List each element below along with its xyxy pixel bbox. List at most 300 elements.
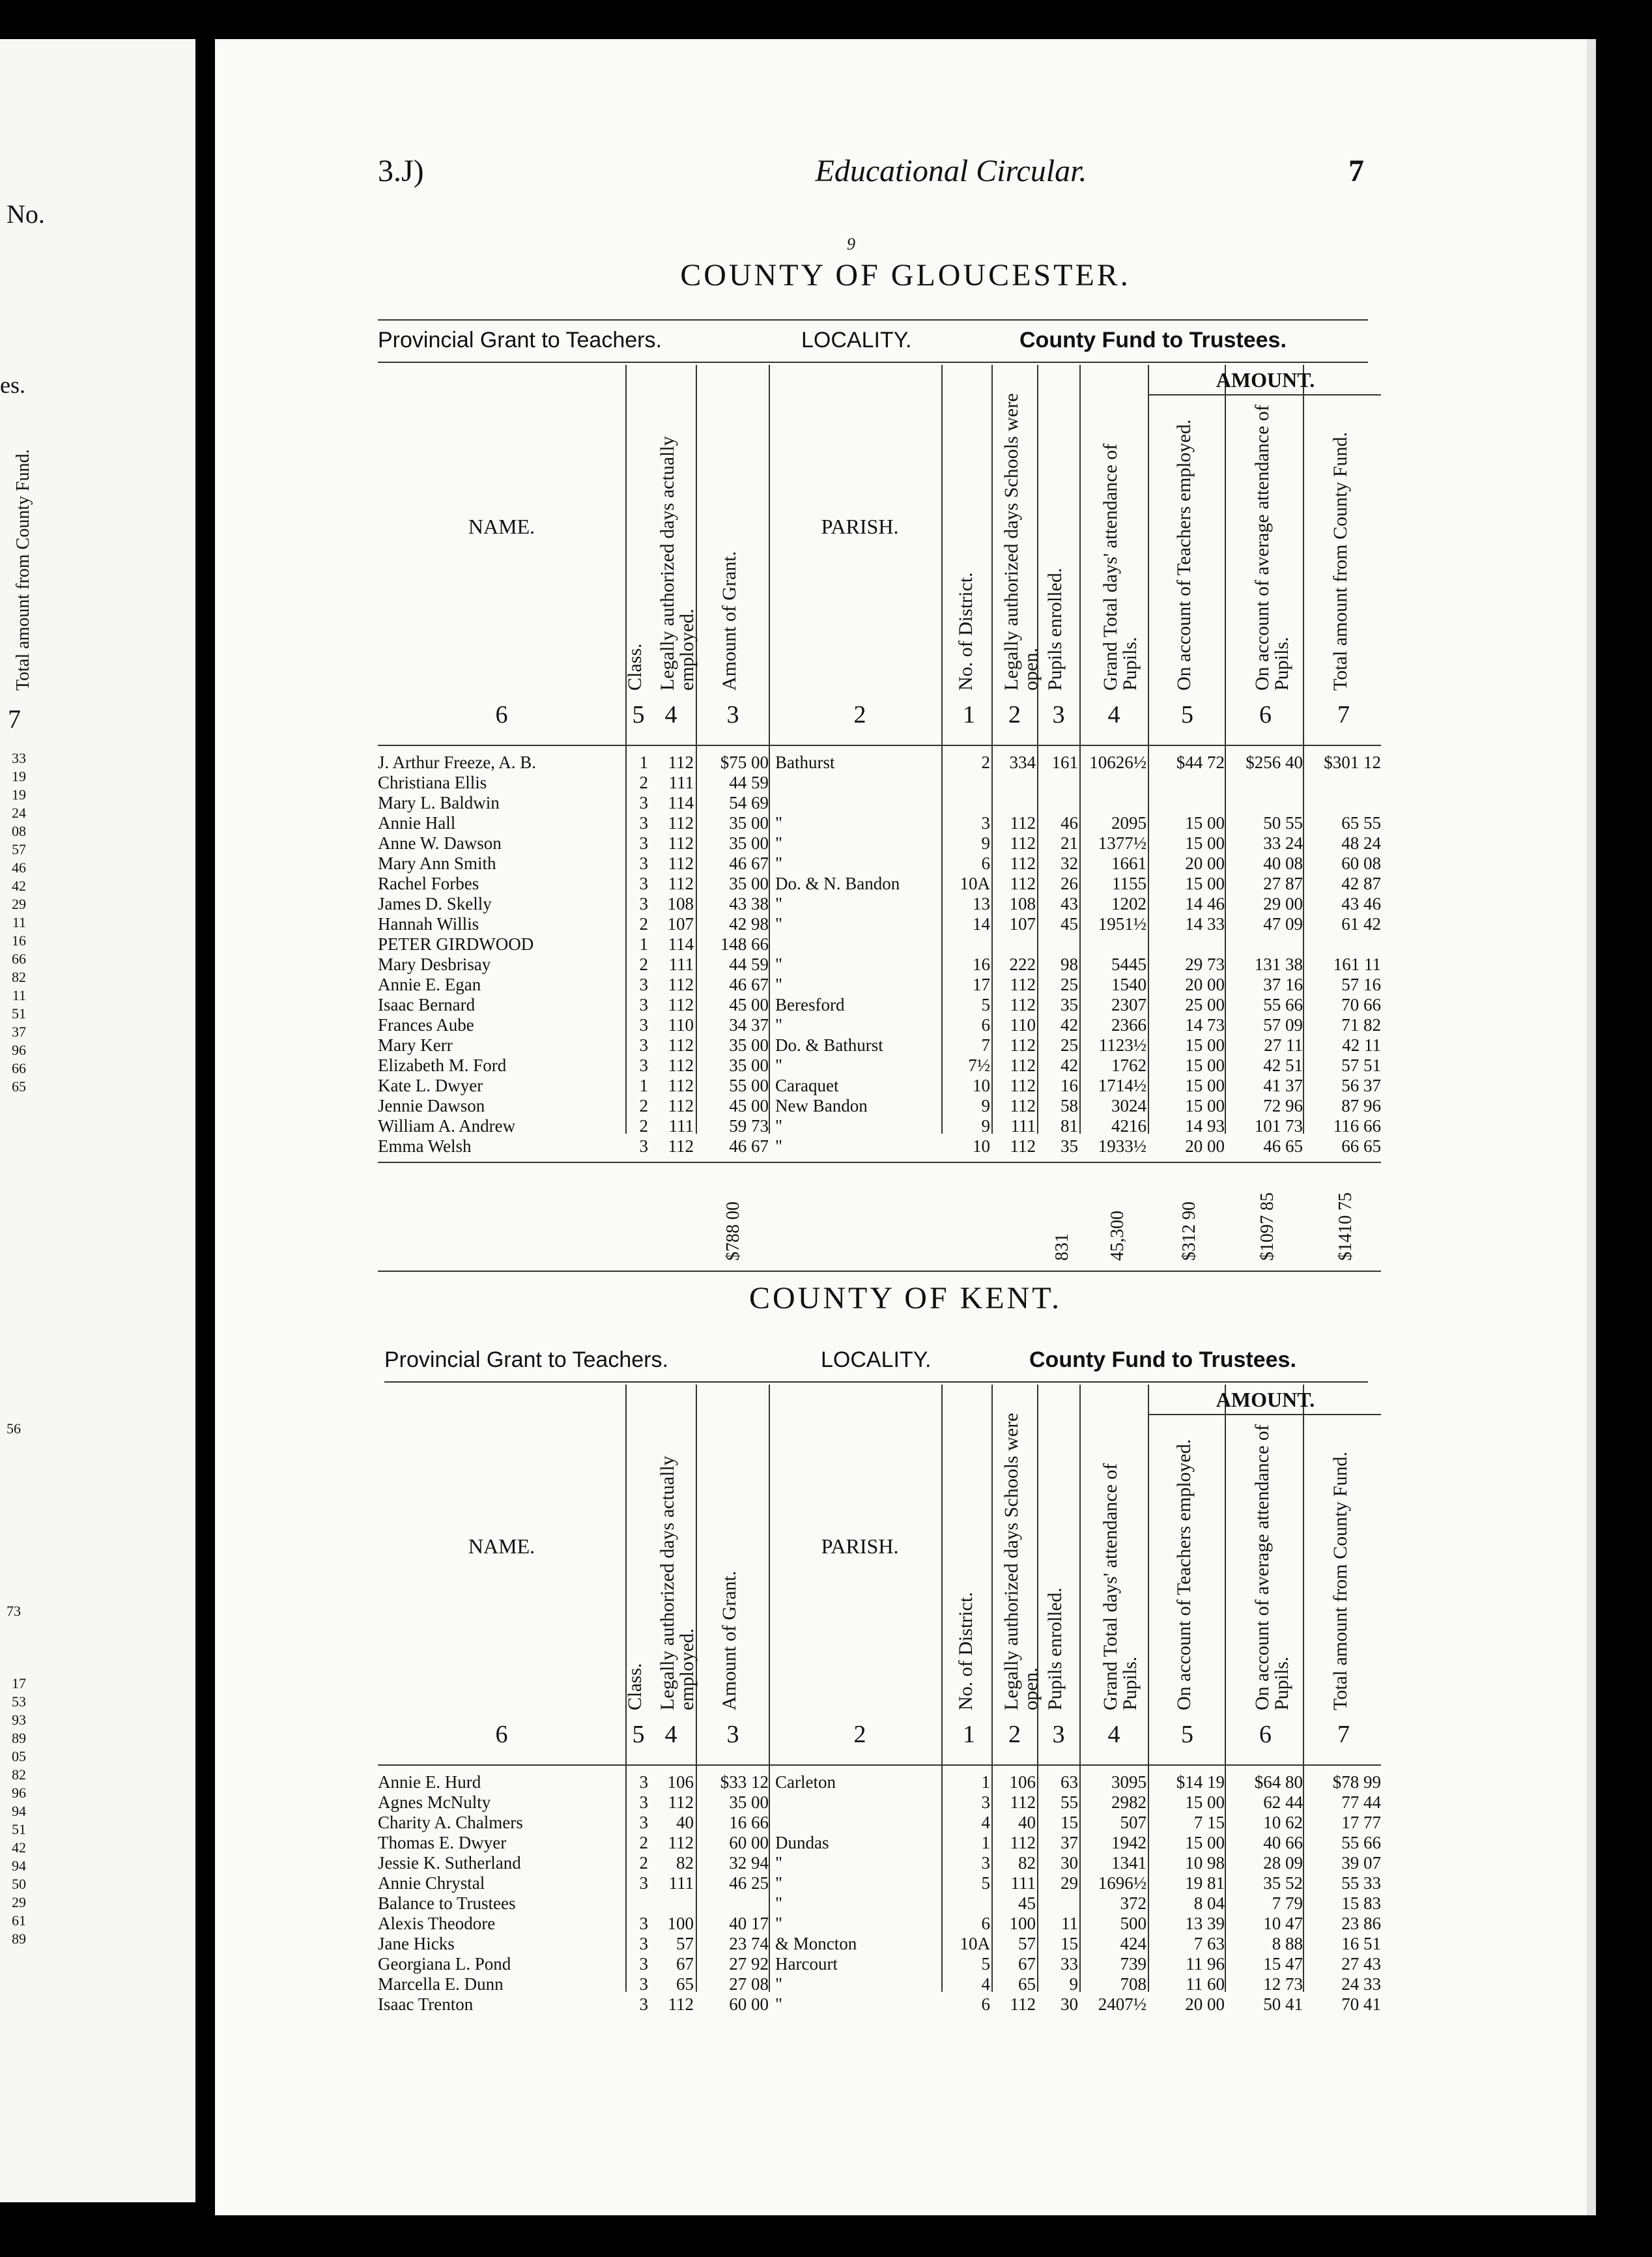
table-cell: 3 bbox=[639, 1954, 648, 1974]
header-district: No. of District. bbox=[954, 572, 976, 691]
table-cell: 148 66 bbox=[720, 934, 769, 954]
table-cell: 50 41 bbox=[1263, 1994, 1303, 2014]
table-cell: 100 bbox=[1009, 1914, 1036, 1933]
left-amount: 24 bbox=[12, 805, 26, 821]
table-cell: Annie Hall bbox=[378, 813, 456, 833]
table-cell: 112 bbox=[1010, 1136, 1036, 1156]
rule bbox=[384, 1381, 1368, 1383]
left-amount: 93 bbox=[12, 1712, 26, 1728]
county-gloucester-title: COUNTY OF GLOUCESTER. bbox=[680, 258, 1131, 293]
table-cell: 44 59 bbox=[729, 773, 769, 792]
table-cell: 6 bbox=[981, 1994, 990, 2014]
table-cell: Christiana Ellis bbox=[378, 773, 487, 792]
header-total: Total amount from County Fund. bbox=[1329, 1451, 1351, 1710]
table-cell: 57 51 bbox=[1341, 1056, 1381, 1075]
table-cell: 106 bbox=[1009, 1772, 1036, 1792]
table-cell: 424 bbox=[1120, 1934, 1146, 1953]
table-cell: 55 33 bbox=[1341, 1873, 1381, 1893]
table-cell: New Bandon bbox=[775, 1096, 868, 1115]
table-cell: Mary L. Baldwin bbox=[378, 793, 500, 812]
table-cell: 57 bbox=[676, 1934, 694, 1953]
table-cell: 4 bbox=[981, 1974, 990, 1994]
table-cell: 1 bbox=[639, 1076, 648, 1095]
table-cell: 739 bbox=[1120, 1954, 1146, 1974]
column-rule bbox=[991, 1385, 993, 1992]
header-parish: PARISH. bbox=[821, 1534, 899, 1558]
table-cell: " bbox=[775, 1974, 783, 1994]
header-name: NAME. bbox=[468, 1534, 535, 1558]
table-cell: 57 09 bbox=[1263, 1015, 1303, 1035]
table-cell: Agnes McNulty bbox=[378, 1792, 491, 1812]
left-amount: 50 bbox=[12, 1876, 26, 1892]
table-cell: 41 37 bbox=[1263, 1076, 1303, 1095]
table-cell: 1540 bbox=[1111, 975, 1146, 994]
table-cell: 6 bbox=[981, 1914, 990, 1933]
total-pupils: 831 bbox=[1052, 1233, 1072, 1261]
total-days: 45,300 bbox=[1107, 1211, 1128, 1261]
amount-label: AMOUNT. bbox=[1216, 1388, 1315, 1411]
table-cell: 107 bbox=[667, 914, 694, 934]
column-number: 2 bbox=[853, 701, 866, 728]
table-cell: 27 87 bbox=[1263, 874, 1303, 893]
header-pupils: Pupils enrolled. bbox=[1044, 1587, 1066, 1710]
table-cell: 82 bbox=[676, 1853, 694, 1873]
table-cell: 16 bbox=[1061, 1076, 1078, 1095]
table-cell: 112 bbox=[668, 874, 694, 893]
table-cell: 3 bbox=[639, 1994, 648, 2014]
left-amount: 66 bbox=[12, 1060, 26, 1076]
column-rule bbox=[769, 365, 770, 1134]
table-cell: 2 bbox=[639, 773, 648, 792]
table-cell: Georgiana L. Pond bbox=[378, 1954, 511, 1974]
table-cell: Jessie K. Sutherland bbox=[378, 1853, 521, 1873]
table-cell: 10A bbox=[960, 874, 990, 893]
table-cell: Carleton bbox=[775, 1772, 836, 1792]
table-cell: 2 bbox=[639, 1853, 648, 1873]
table-cell: 3 bbox=[639, 894, 648, 913]
table-cell: Anne W. Dawson bbox=[378, 833, 502, 853]
table-cell: $64 80 bbox=[1254, 1772, 1303, 1792]
table-cell: 3024 bbox=[1111, 1096, 1146, 1115]
table-cell: 3 bbox=[639, 1914, 648, 1933]
table-cell: 106 bbox=[667, 1772, 694, 1792]
table-cell: Do. & Bathurst bbox=[775, 1035, 883, 1055]
table-cell: 15 47 bbox=[1263, 1954, 1303, 1974]
table-cell: 112 bbox=[668, 1994, 694, 2014]
table-cell: Beresford bbox=[775, 995, 845, 1014]
table-cell: 29 00 bbox=[1263, 894, 1303, 913]
table-cell: 7 63 bbox=[1193, 1934, 1225, 1953]
table-cell: 27 08 bbox=[729, 1974, 769, 1994]
table-cell: 14 93 bbox=[1185, 1116, 1225, 1136]
left-label-no: No. bbox=[7, 199, 45, 229]
left-amount: 19 bbox=[12, 786, 26, 803]
table-cell: 11 bbox=[1061, 1914, 1078, 1933]
left-amount: 94 bbox=[12, 1858, 26, 1874]
table-cell: 131 38 bbox=[1254, 955, 1303, 974]
table-cell: 13 39 bbox=[1185, 1914, 1225, 1933]
left-misc-56: 56 bbox=[7, 1420, 21, 1437]
table-cell: 5 bbox=[981, 1954, 990, 1974]
table-cell: 15 00 bbox=[1185, 1096, 1225, 1115]
table-cell: 112 bbox=[668, 975, 694, 994]
header-attendance: On account of average attendance of Pupils. bbox=[1251, 405, 1292, 691]
header-name: NAME. bbox=[468, 515, 535, 538]
table-cell: 1377½ bbox=[1098, 833, 1146, 853]
table-cell: $256 40 bbox=[1246, 753, 1303, 772]
table-cell: 9 bbox=[981, 1116, 990, 1136]
table-cell: 20 00 bbox=[1185, 975, 1225, 994]
table-cell: 55 00 bbox=[729, 1076, 769, 1095]
header-left: 3.J) bbox=[378, 154, 424, 188]
table-cell: 708 bbox=[1120, 1974, 1146, 1994]
table-cell: " bbox=[775, 1873, 783, 1893]
table-cell: 10 47 bbox=[1263, 1914, 1303, 1933]
table-cell: 3095 bbox=[1111, 1772, 1146, 1792]
amount-label: AMOUNT. bbox=[1216, 368, 1315, 392]
table-cell: 70 66 bbox=[1341, 995, 1381, 1014]
table-cell: 15 00 bbox=[1185, 1035, 1225, 1055]
table-cell: " bbox=[775, 914, 783, 934]
column-number: 5 bbox=[632, 1721, 645, 1748]
left-amount: 57 bbox=[12, 841, 26, 857]
table-cell: 67 bbox=[1018, 1954, 1036, 1974]
table-cell: " bbox=[775, 1853, 783, 1873]
table-cell: 15 00 bbox=[1185, 1792, 1225, 1812]
table-cell: 1 bbox=[981, 1833, 990, 1852]
table-cell: 24 33 bbox=[1341, 1974, 1381, 1994]
table-cell: 14 bbox=[973, 914, 990, 934]
table-cell: 5 bbox=[981, 995, 990, 1014]
table-cell: 29 bbox=[1061, 1873, 1078, 1893]
table-cell: 50 55 bbox=[1263, 813, 1303, 833]
column-rule bbox=[1225, 365, 1226, 1134]
column-number: 2 bbox=[853, 1721, 866, 1748]
table-cell: 65 55 bbox=[1341, 813, 1381, 833]
table-cell: " bbox=[775, 894, 783, 913]
rule bbox=[378, 1271, 1381, 1272]
table-cell: Jennie Dawson bbox=[378, 1096, 485, 1115]
table-cell: 23 86 bbox=[1341, 1914, 1381, 1933]
table-cell: " bbox=[775, 833, 783, 853]
table-cell: 3 bbox=[639, 874, 648, 893]
table-cell: 7 15 bbox=[1193, 1813, 1225, 1832]
table-cell: 56 37 bbox=[1341, 1076, 1381, 1095]
table-cell: 16 51 bbox=[1341, 1934, 1381, 1953]
left-amount: 29 bbox=[12, 1894, 26, 1910]
column-number: 2 bbox=[1008, 1721, 1021, 1748]
table-cell: 9 bbox=[981, 1096, 990, 1115]
left-col-header: Total amount from County Fund. bbox=[13, 449, 33, 691]
table-cell: 46 67 bbox=[729, 854, 769, 873]
table-cell: 3 bbox=[639, 1873, 648, 1893]
table-cell: 81 bbox=[1061, 1116, 1078, 1136]
total-grant: $788 00 bbox=[723, 1201, 743, 1261]
table-cell: 101 73 bbox=[1254, 1116, 1303, 1136]
table-cell: Marcella E. Dunn bbox=[378, 1974, 504, 1994]
table-cell: 60 00 bbox=[729, 1994, 769, 2014]
table-cell: 35 00 bbox=[729, 1035, 769, 1055]
table-cell: 112 bbox=[1010, 995, 1036, 1014]
table-cell: 15 83 bbox=[1341, 1893, 1381, 1913]
total-total: $1410 75 bbox=[1335, 1192, 1356, 1261]
table-cell: 111 bbox=[668, 773, 694, 792]
table-cell: 107 bbox=[1009, 914, 1036, 934]
table-cell: 1696½ bbox=[1098, 1873, 1146, 1893]
column-rule bbox=[1303, 365, 1304, 1134]
table-cell: $78 99 bbox=[1332, 1772, 1381, 1792]
table-cell: 65 bbox=[676, 1974, 694, 1994]
table-cell: 55 66 bbox=[1263, 995, 1303, 1014]
column-rule bbox=[1079, 365, 1081, 1134]
table-cell: 100 bbox=[667, 1914, 694, 1933]
column-number: 3 bbox=[1052, 701, 1065, 728]
table-cell: Do. & N. Bandon bbox=[775, 874, 900, 893]
section-locality: LOCALITY. bbox=[821, 1347, 932, 1372]
table-cell: 55 66 bbox=[1341, 1833, 1381, 1852]
table-cell: 35 00 bbox=[729, 1792, 769, 1812]
table-cell: 39 07 bbox=[1341, 1853, 1381, 1873]
table-cell: William A. Andrew bbox=[378, 1116, 516, 1136]
table-cell: 35 00 bbox=[729, 813, 769, 833]
table-cell: 111 bbox=[668, 1116, 694, 1136]
table-cell: 1933½ bbox=[1098, 1136, 1146, 1156]
table-cell: $301 12 bbox=[1324, 753, 1381, 772]
section-county: County Fund to Trustees. bbox=[1029, 1347, 1296, 1372]
table-cell: 43 38 bbox=[729, 894, 769, 913]
table-cell: 29 73 bbox=[1185, 955, 1225, 974]
table-cell: " bbox=[775, 975, 783, 994]
section-provincial: Provincial Grant to Teachers. bbox=[384, 1347, 668, 1372]
table-cell: Annie Chrystal bbox=[378, 1873, 485, 1893]
left-misc-73: 73 bbox=[7, 1603, 21, 1619]
table-cell: 42 98 bbox=[729, 914, 769, 934]
table-cell: 30 bbox=[1061, 1994, 1078, 2014]
table-cell: 46 bbox=[1061, 813, 1078, 833]
table-cell: 2 bbox=[981, 753, 990, 772]
table-cell: 27 11 bbox=[1264, 1035, 1303, 1055]
table-cell: 1 bbox=[639, 753, 648, 772]
table-cell: 98 bbox=[1061, 955, 1078, 974]
column-number: 5 bbox=[632, 701, 645, 728]
table-cell: 161 11 bbox=[1333, 955, 1381, 974]
table-cell: 16 66 bbox=[729, 1813, 769, 1832]
column-number: 4 bbox=[1107, 701, 1120, 728]
table-cell: 3 bbox=[639, 1136, 648, 1156]
table-cell: 35 52 bbox=[1263, 1873, 1303, 1893]
table-cell: Elizabeth M. Ford bbox=[378, 1056, 507, 1075]
table-cell: 112 bbox=[668, 1056, 694, 1075]
left-amount: 51 bbox=[12, 1821, 26, 1837]
left-amount: 89 bbox=[12, 1931, 26, 1947]
table-cell: 16 bbox=[973, 955, 990, 974]
left-amount: 82 bbox=[12, 969, 26, 985]
table-cell: 62 44 bbox=[1263, 1792, 1303, 1812]
table-cell: 10 62 bbox=[1263, 1813, 1303, 1832]
table-cell: 15 00 bbox=[1185, 874, 1225, 893]
table-cell: 40 17 bbox=[729, 1914, 769, 1933]
column-number: 5 bbox=[1181, 1721, 1193, 1748]
table-cell: 3 bbox=[981, 1792, 990, 1812]
table-cell: & Moncton bbox=[775, 1934, 857, 1953]
left-amount: 89 bbox=[12, 1730, 26, 1746]
table-cell: 1762 bbox=[1111, 1056, 1146, 1075]
table-cell: $44 72 bbox=[1176, 753, 1225, 772]
header-amount-grant: Amount of Grant. bbox=[719, 551, 740, 691]
header-grand-total: Grand Total days' attendance of Pupils. bbox=[1100, 443, 1141, 691]
table-cell: 42 11 bbox=[1342, 1035, 1381, 1055]
table-cell: 334 bbox=[1009, 753, 1036, 772]
table-cell: 112 bbox=[668, 1136, 694, 1156]
table-cell: 10 98 bbox=[1185, 1853, 1225, 1873]
table-cell: 3 bbox=[639, 833, 648, 853]
table-cell: 46 67 bbox=[729, 975, 769, 994]
table-cell: 27 92 bbox=[729, 1954, 769, 1974]
table-cell: 112 bbox=[668, 1035, 694, 1055]
table-cell: 8 88 bbox=[1272, 1934, 1303, 1953]
table-cell: 32 bbox=[1061, 854, 1078, 873]
table-cell: 35 bbox=[1061, 995, 1078, 1014]
table-cell: 1942 bbox=[1111, 1833, 1146, 1852]
column-number: 2 bbox=[1008, 701, 1021, 728]
left-amount: 42 bbox=[12, 878, 26, 894]
table-cell: 20 00 bbox=[1185, 1136, 1225, 1156]
table-cell: 21 bbox=[1061, 833, 1078, 853]
table-cell: Mary Kerr bbox=[378, 1035, 453, 1055]
table-cell: 42 bbox=[1061, 1015, 1078, 1035]
table-cell: 112 bbox=[668, 995, 694, 1014]
table-cell: 3 bbox=[639, 1792, 648, 1812]
left-amount: 96 bbox=[12, 1042, 26, 1058]
table-cell: 112 bbox=[668, 1076, 694, 1095]
table-cell: 8 04 bbox=[1193, 1893, 1225, 1913]
table-cell: Emma Welsh bbox=[378, 1136, 472, 1156]
table-cell: 116 66 bbox=[1333, 1116, 1381, 1136]
table-cell: 43 bbox=[1061, 894, 1078, 913]
table-cell: " bbox=[775, 1893, 783, 1913]
total-teachers: $312 90 bbox=[1179, 1201, 1199, 1261]
table-cell: Bathurst bbox=[775, 753, 835, 772]
table-cell: 2095 bbox=[1111, 813, 1146, 833]
table-cell: 112 bbox=[1010, 813, 1036, 833]
table-cell: 40 bbox=[1018, 1813, 1036, 1832]
column-number: 5 bbox=[1181, 701, 1193, 728]
left-amount: 96 bbox=[12, 1785, 26, 1801]
table-cell: J. Arthur Freeze, A. B. bbox=[378, 753, 536, 772]
section-provincial: Provincial Grant to Teachers. bbox=[378, 328, 662, 352]
table-cell: Kate L. Dwyer bbox=[378, 1076, 483, 1095]
page-number: 7 bbox=[1348, 154, 1364, 188]
left-amount: 08 bbox=[12, 823, 26, 839]
table-cell: 3 bbox=[639, 1974, 648, 1994]
table-cell: 108 bbox=[1009, 894, 1036, 913]
table-cell: 112 bbox=[668, 1833, 694, 1852]
table-cell: 28 09 bbox=[1263, 1853, 1303, 1873]
table-cell: 500 bbox=[1120, 1914, 1146, 1933]
table-cell: 5445 bbox=[1111, 955, 1146, 974]
table-cell: 1661 bbox=[1111, 854, 1146, 873]
table-cell: Balance to Trustees bbox=[378, 1893, 516, 1913]
table-cell: 15 00 bbox=[1185, 813, 1225, 833]
table-cell: 35 00 bbox=[729, 874, 769, 893]
table-cell: 110 bbox=[668, 1015, 694, 1035]
header-attendance: On account of average attendance of Pupils. bbox=[1251, 1424, 1292, 1710]
table-cell: 1123½ bbox=[1098, 1035, 1146, 1055]
table-cell: 47 09 bbox=[1263, 914, 1303, 934]
table-cell: 35 00 bbox=[729, 1056, 769, 1075]
table-cell: 17 bbox=[973, 975, 990, 994]
table-cell: 14 33 bbox=[1185, 914, 1225, 934]
table-cell: 2 bbox=[639, 1096, 648, 1115]
table-cell: Thomas E. Dwyer bbox=[378, 1833, 507, 1852]
table-cell: Charity A. Chalmers bbox=[378, 1813, 523, 1832]
table-cell: 2307 bbox=[1111, 995, 1146, 1014]
table-cell: 161 bbox=[1051, 753, 1078, 772]
table-cell: 20 00 bbox=[1185, 1994, 1225, 2014]
table-cell: 34 37 bbox=[729, 1015, 769, 1035]
left-col-number: 7 bbox=[8, 704, 21, 734]
left-page-strip bbox=[0, 39, 195, 2202]
left-amount: 29 bbox=[12, 896, 26, 912]
table-cell: Mary Ann Smith bbox=[378, 854, 496, 873]
table-cell: 1 bbox=[639, 934, 648, 954]
table-cell: 10 bbox=[973, 1076, 990, 1095]
table-cell: James D. Skelly bbox=[378, 894, 492, 913]
table-cell: 15 bbox=[1061, 1813, 1078, 1832]
left-amount: 11 bbox=[12, 914, 26, 930]
table-cell: 35 bbox=[1061, 1136, 1078, 1156]
table-cell: 7 79 bbox=[1272, 1893, 1303, 1913]
left-amount: 66 bbox=[12, 951, 26, 967]
table-cell: Annie E. Hurd bbox=[378, 1772, 481, 1792]
header-amount-grant: Amount of Grant. bbox=[719, 1570, 740, 1710]
table-cell: 25 00 bbox=[1185, 995, 1225, 1014]
table-cell: 3 bbox=[981, 813, 990, 833]
table-cell: 112 bbox=[1010, 1994, 1036, 2014]
county-kent-title: COUNTY OF KENT. bbox=[749, 1281, 1062, 1315]
left-amount: 37 bbox=[12, 1024, 26, 1040]
header-pupils: Pupils enrolled. bbox=[1044, 568, 1066, 691]
table-cell: 112 bbox=[1010, 854, 1036, 873]
column-number: 3 bbox=[1052, 1721, 1065, 1748]
rule bbox=[378, 1162, 1381, 1163]
table-cell: 1951½ bbox=[1098, 914, 1146, 934]
column-rule bbox=[1303, 1385, 1304, 1992]
table-cell: 71 82 bbox=[1341, 1015, 1381, 1035]
table-cell: 23 74 bbox=[729, 1934, 769, 1953]
table-cell: 112 bbox=[1010, 1833, 1036, 1852]
left-amount: 65 bbox=[12, 1078, 26, 1095]
left-amount: 05 bbox=[12, 1748, 26, 1764]
table-cell: 112 bbox=[1010, 1076, 1036, 1095]
table-cell: Alexis Theodore bbox=[378, 1914, 496, 1933]
table-cell: 112 bbox=[1010, 833, 1036, 853]
header-days-open: Legally authorized days Schools were open. bbox=[1000, 1413, 1042, 1710]
table-cell: 3 bbox=[639, 975, 648, 994]
header-parish: PARISH. bbox=[821, 515, 899, 538]
left-amount: 94 bbox=[12, 1803, 26, 1819]
rule bbox=[378, 319, 1368, 321]
table-cell: 1714½ bbox=[1098, 1076, 1146, 1095]
table-cell: 1155 bbox=[1112, 874, 1146, 893]
table-cell: Hannah Willis bbox=[378, 914, 479, 934]
table-cell: 17 77 bbox=[1341, 1813, 1381, 1832]
table-cell: 2 bbox=[639, 914, 648, 934]
header-teachers: On account of Teachers employed. bbox=[1173, 1439, 1195, 1710]
column-number: 6 bbox=[1259, 1721, 1272, 1748]
column-number: 6 bbox=[495, 1721, 508, 1748]
table-cell: " bbox=[775, 1136, 783, 1156]
